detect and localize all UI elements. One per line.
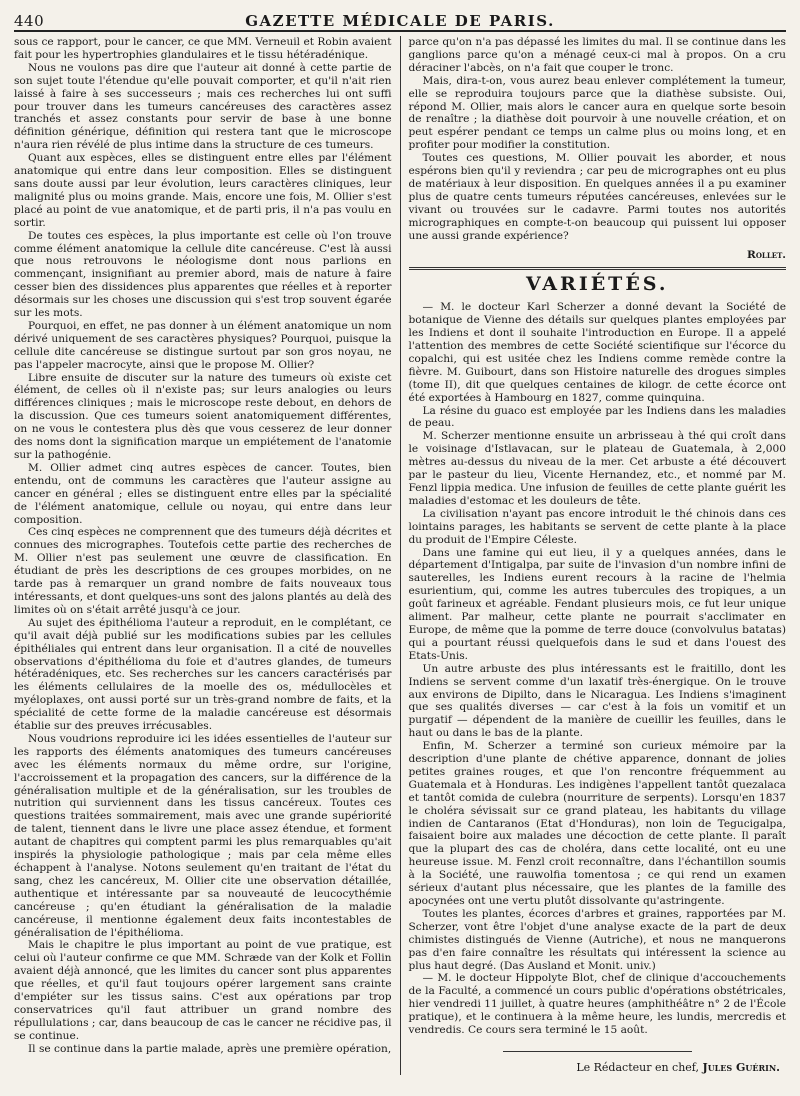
left-paragraph: Pourquoi, en effet, ne pas donner à un élément anatomique un nom dérivé uniquement de ses caractères physiques? Pourquoi, puisque la cellule dite cancéreuse se distingue surtout par son gros noyau, ne pas l'appeler macrocyte, ainsi que le propose M. Ollier? [14,319,392,371]
footer-rule [503,1051,692,1052]
columns [14,36,786,1075]
left-paragraph: Il se continue dans la partie malade, après une première opération, [28,1042,392,1055]
varietes-paragraph: Dans une famine qui eut lieu, il y a quelques années, dans le département d'Intigalpa, par suite de l'invasion d'un nombre infini de sauterelles, les Indiens eurent recours à la racine de l'helmia esurientium, qui, comme les autres tubercules des tropiques, a un goût farineux et agréable. Fendant plusieurs mois, ce fut leur unique aliment. Par malheur, cette plante ne pourrait s'acclimater en Europe, de même que la pomme de terre douce (convolvulus batatas) qui a pourtant réussi quelquefois dans le sud et dans l'ouest des Etats-Unis. [408,546,786,662]
page-number: 440 [14,12,45,30]
varietes-paragraph: La résine du guaco est employée par les Indiens dans les maladies de peau. [408,404,786,430]
left-paragraph: sous ce rapport, pour le cancer, ce que MM. Verneuil et Robin avaient fait pour les hypertrophies glandulaires et le tissu hétéradénique. [14,36,392,61]
left-paragraph: Nous voudrions reproduire ici les idées essentielles de l'auteur sur les rapports des éléments anatomiques des tumeurs cancéreuses avec les éléments normaux du même ordre, sur l'origine, l'accroissement et la propagation des cancers, sur la différence de la généralisation multiple et de la généralisation, sur les troubles de nutrition qui surviennent dans les tissus cancéreux. Toutes ces questions traitées sommairement, mais avec une grande supériorité de talent, tiennent dans le livre une place assez étendue, et forment autant de chapitres qui comptent parmi les plus remarquables qu'ait inspirés la physiologie pathologique ; mais par cela même elles échappent à l'analyse. Notons seulement qu'en traitant de l'état du sang, chez les cancéreux, M. Ollier cite une observation détaillée, authentique et intéressante par sa nouveauté de leucocythémie cancéreuse ; qu'en étudiant la généralisation de la maladie cancéreuse, il mentionne également deux faits incontestables de généralisation de l'épithélioma. [14,732,392,939]
varietes-paragraph: Un autre arbuste des plus intéressants est le fraitillo, dont les Indiens se servent comme d'un laxatif très-énergique. On le trouve aux environs de Dipilto, dans le Nicaragua. Les Indiens s'imaginent que ses qualités diverses — car c'est à la fois un vomitif et un purgatif — dépendent de la manière de cueillir les feuilles, dans le haut ou dans le bas de la plante. [408,662,786,740]
journal-title: GAZETTE MÉDICALE DE PARIS. [245,12,555,30]
left-paragraph: Nous ne voulons pas dire que l'auteur ait donné à cette partie de son sujet toute l'étendue qu'elle pouvait comporter, et qu'il n'ait rien laissé à faire à ses successeurs ; mais ces recherches lui ont suffi pour trouver dans les tumeurs cancéreuses des caractères assez tranchés et assez constants pour servir de base à une bonne définition générique, définition qui restera tant que le microscope n'aura rien révélé de plus intime dans la structure de ces tumeurs. [14,61,392,152]
right-paragraph: parce qu'on n'a pas dépassé les limites du mal. Il se continue dans les ganglions parce qu'on a ménagé ceux-ci mal à propos. On a cru déraciner l'abcès, on n'a fait que couper le tronc. [408,36,786,74]
left-paragraph: Au sujet des épithélioma l'auteur a reproduit, en le complétant, ce qu'il avait déjà publié sur les modifications subies par les cellules épithéliales qui entrent dans leur organisation. Il a cité de nouvelles observations d'épithélioma du foie et d'autres glandes, de tumeurs hétéradéniques, etc. Ses recherches sur les cancers caractérisés par les éléments cellulaires de la moelle des os, médullocèles et myéloplaxes, ont aussi porté sur un très-grand nombre de faits, et la spécialité de cette forme de la maladie cancéreuse est désormais établie sur des preuves irrécusables. [14,616,392,733]
varietes-paragraph: Toutes les plantes, écorces d'arbres et graines, rapportées par M. Scherzer, vont être l'objet d'une analyse exacte de la part de deux chimistes distingués de Vienne (Autriche), et nous ne manquerons pas d'en faire connaître les résultats qui intéressent la science au plus haut degré. (Das Ausland et Monit. univ.) [408,907,786,972]
left-paragraph: M. Ollier admet cinq autres espèces de cancer. Toutes, bien entendu, ont de communs les caractères que l'auteur assigne au cancer en général ; elles se distinguent entre elles par la spécialité de l'élément anatomique, cellule ou noyau, qui entre dans leur composition. [14,461,392,526]
section-title: VARIÉTÉS. [526,273,669,296]
left-column [14,36,401,1075]
right-column [401,36,787,1075]
right-paragraph: Mais, dira-t-on, vous aurez beau enlever complétement la tumeur, elle se reproduira toujours parce que la diathèse subsiste. Oui, répond M. Ollier, mais alors le cancer aura en quelque sorte besoin de renaître ; la diathèse doit pourvoir à une nouvelle création, et on peut espérer pendant ce temps un calme plus ou moins long, et en profiter pour modifier la constitution. [408,74,786,152]
left-paragraph: Mais le chapitre le plus important au point de vue pratique, est celui où l'auteur confirme ce que MM. Schræde van der Kolk et Follin avaient déjà annoncé, que les limites du cancer sont plus apparentes que réelles, et qu'il faut toujours opérer largement sans crainte d'empiéter sur les tissus sains. C'est aux opérations par trop conservatrices qu'il faut attribuer un grand nombre des répullulations ; car, dans beaucoup de cas le cancer ne récidive pas, il se continue. [14,939,392,1042]
editor-signature [409,1062,781,1075]
editor-prefix: Le Rédacteur en chef, [576,1060,699,1074]
varietes-paragraph: M. Scherzer mentionne ensuite un arbrisseau à thé qui croît dans le voisinage d'Istlavacan, sur le plateau de Guatemala, à 2,000 mètres au-dessus du niveau de la mer. Cet arbuste a été découvert par le pasteur du lieu, Vicente Hernandez, etc., et nommé par M. Fenzl lippia medica. Une infusion de feuilles de cette plante guérit les maladies d'estomac et les douleurs de tête. [408,430,786,507]
varietes-paragraph: Enfin, M. Scherzer a terminé son curieux mémoire par la description d'une plante de chétive apparence, donnant de jolies petites graines rouges, et que l'on rencontre fréquemment au Guatemala et à Honduras. Les indigènes l'appellent tantôt quezalaca et tantôt comida de culebra (nourriture de serpents). Lorsqu'en 1837 le choléra sévissait sur ce grand plateau, les habitants du village indien de Cantaranos (Etat d'Honduras), non loin de Tegucigalpa, faisaient boire aux malades une décoction de cette plante. Il paraît que la plupart des cas de choléra, dans cette localité, ont eu une heureuse issue. M. Fenzl croit reconnaître, dans l'échantillon soumis à la Société, une rauwolfia tomentosa ; ce qui rend un examen sérieux d'autant plus nécessaire, que les plantes de la famille des apocynées ont une vertu plutôt dissolvante qu'astringente. [408,740,786,907]
editor-name: Jules Guérin. [702,1060,780,1074]
varietes-paragraph: La civilisation n'ayant pas encore introduit le thé chinois dans ces lointains parages, les habitants se servent de cette plante à la place du produit de l'Empire Céleste. [408,507,786,546]
left-paragraph: Quant aux espèces, elles se distinguent entre elles par l'élément anatomique qui entre dans leur composition. Elles se distinguent sans doute aussi par leur évolution, leurs caractères cliniques, leur malignité plus ou moins grande. Mais, encore une fois, M. Ollier s'est placé au point de vue anatomique, et de parti pris, il n'a pas voulu en sortir. [14,152,392,229]
left-paragraph: Libre ensuite de discuter sur la nature des tumeurs où existe cet élément, de celles où il n'existe pas; sur leurs analogies ou leurs différences cliniques ; mais le microscope reste debout, en dehors de la discussion. Que ces tumeurs soient anatomiquement différentes, on ne vous le contestera plus dès que vous cesserez de leur donner des noms dont la signification marque un empiétement de l'anatomie sur la pathogénie. [14,371,392,461]
article-signature: Rollet. [747,248,786,261]
left-paragraph: Ces cinq espèces ne comprennent que des tumeurs déjà décrites et connues des micrographes. Toutefois cette partie des recherches de M. Ollier n'est pas seulement une œuvre de classification. En étudiant de près les descriptions de ces groupes morbides, on ne tarde pas à remarquer un grand nombre de faits nouveaux tous intéressants, et dont quelques-uns sont des jalons plantés au delà des limites où on s'était arrêté jusqu'à ce jour. [14,526,392,616]
varietes-paragraph: — M. le docteur Karl Scherzer a donné devant la Société de botanique de Vienne des détails sur quelques plantes employées par les Indiens et dont il souhaite l'introduction en Europe. Il a appelé l'attention des membres de cette Société scientifique sur l'écorce du copalchi, qui est usitée chez les Indiens comme remède contre la fièvre. M. Guibourt, dans son Histoire naturelle des drogues simples (tome II), dit que quelques centaines de kilogr. de cette écorce ont été exportées à Hambourg en 1827, comme quinquina. [408,301,786,404]
varietes-paragraph: — M. le docteur Hippolyte Blot, chef de clinique d'accouchements de la Faculté, a commencé un cours public d'opérations obstétricales, hier vendredi 11 juillet, à quatre heures (amphithéâtre n° 2 de l'École pratique), et le continuera à la même heure, les lundis, mercredis et vendredis. Ce cours sera terminé le 15 août. [408,972,786,1037]
page-header [14,0,786,32]
section-divider [409,267,787,270]
left-paragraph: De toutes ces espèces, la plus importante est celle où l'on trouve comme élément anatomique la cellule dite cancéreuse. C'est là aussi que nous retrouvons le néologisme dont nous parlions en commençant, insignifiant au premier abord, mais de nature à faire cesser bien des dissidences plus apparentes que réelles et à reporter désormais sur les choses une discussion qui s'est trop souvent égarée sur les mots. [14,229,392,320]
right-paragraph: Toutes ces questions, M. Ollier pouvait les aborder, et nous espérons bien qu'il y reviendra ; car peu de micrographes ont eu plus de matériaux à leur disposition. En quelques années il a pu examiner plus de quatre cents tumeurs réputées cancéreuses, enlevées sur le vivant ou trouvées sur le cadavre. Parmi toutes nos autorités micrographiques en compte-t-on beaucoup qui puissent lui opposer une aussi grande expérience? [408,152,786,242]
